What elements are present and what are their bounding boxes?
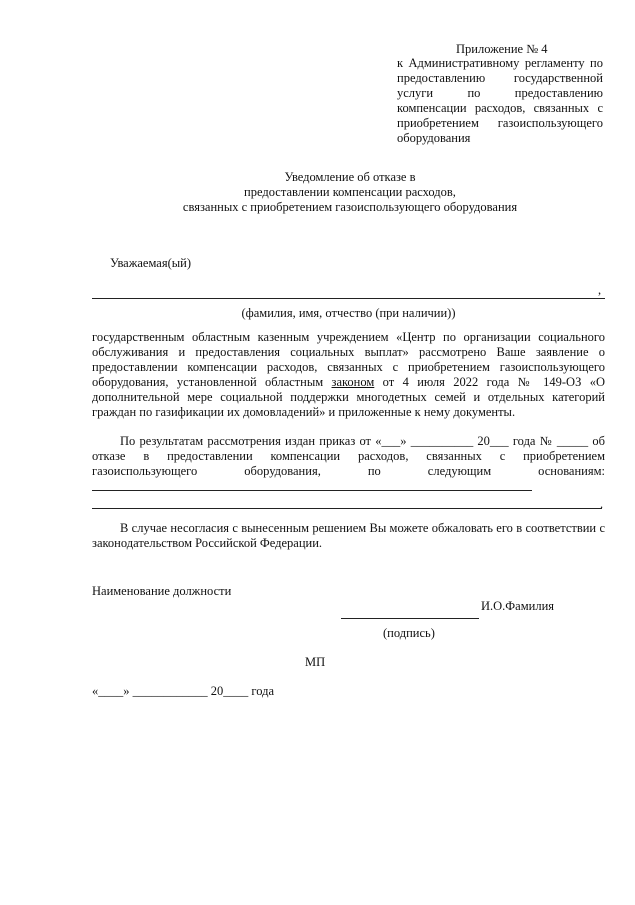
notice-title bbox=[150, 170, 550, 215]
grounds-end-dot: . bbox=[600, 497, 604, 511]
paragraph-decision bbox=[92, 330, 605, 420]
law-link[interactable]: законом bbox=[331, 375, 375, 389]
name-caption: (фамилия, имя, отчество (при наличии)) bbox=[241, 306, 456, 320]
grounds-fill-line bbox=[92, 479, 532, 491]
date-line: «____» ____________ 20____ года bbox=[92, 684, 274, 698]
name-line bbox=[92, 298, 605, 299]
paragraph-order bbox=[92, 434, 605, 495]
notice-title-line2: предоставлении компенсации расходов, bbox=[244, 185, 456, 199]
name-comma: , bbox=[598, 283, 602, 297]
appendix-text: к Административному регламенту по предоставлению государственной услуги по предоставлению компенсации расходов, связанных с приобретением газоиспользующего оборудования bbox=[397, 56, 603, 145]
paragraph-decision-text-end: от 4 июля 2022 года № 149-ОЗ «О дополнительной мере социальной поддержки многодетных семей и отдельных категорий граждан по газификации их домовладений» и приложенные к нему документы. bbox=[92, 375, 605, 419]
signer-name: И.О.Фамилия bbox=[481, 599, 555, 613]
paragraph-decision-text: государственным областным казенным учреждением «Центр по организации социального обслуживания и предоставления социальных выплат» рассмотрено Ваше заявление о предоставлении компенсации расходов, связанных с приобретением газоиспользующего оборудования, установленной областным bbox=[92, 330, 605, 389]
notice-title-line3: связанных с приобретением газоиспользующего оборудования bbox=[182, 200, 518, 214]
notice-title-line1: Уведомление об отказе в bbox=[284, 170, 416, 184]
salutation: Уважаемая(ый) bbox=[110, 256, 191, 270]
paragraph-appeal: В случае несогласия с вынесенным решением Вы можете обжаловать его в соответствии с законодательством Российской Федерации. bbox=[92, 521, 605, 550]
position-label: Наименование должности bbox=[92, 584, 232, 598]
paragraph-order-text: По результатам рассмотрения издан приказ от «___» __________ 20___ года № _____ об отказе в предоставлении компенсации расходов, связанных с приобретением газоиспользующего оборудования, по следующим основаниям: bbox=[92, 434, 605, 478]
signature-line bbox=[341, 618, 479, 619]
appendix-title: Приложение № 4 bbox=[456, 42, 548, 56]
stamp-label: МП bbox=[305, 655, 326, 669]
signature-caption: (подпись) bbox=[383, 626, 435, 640]
grounds-second-line bbox=[92, 508, 602, 509]
